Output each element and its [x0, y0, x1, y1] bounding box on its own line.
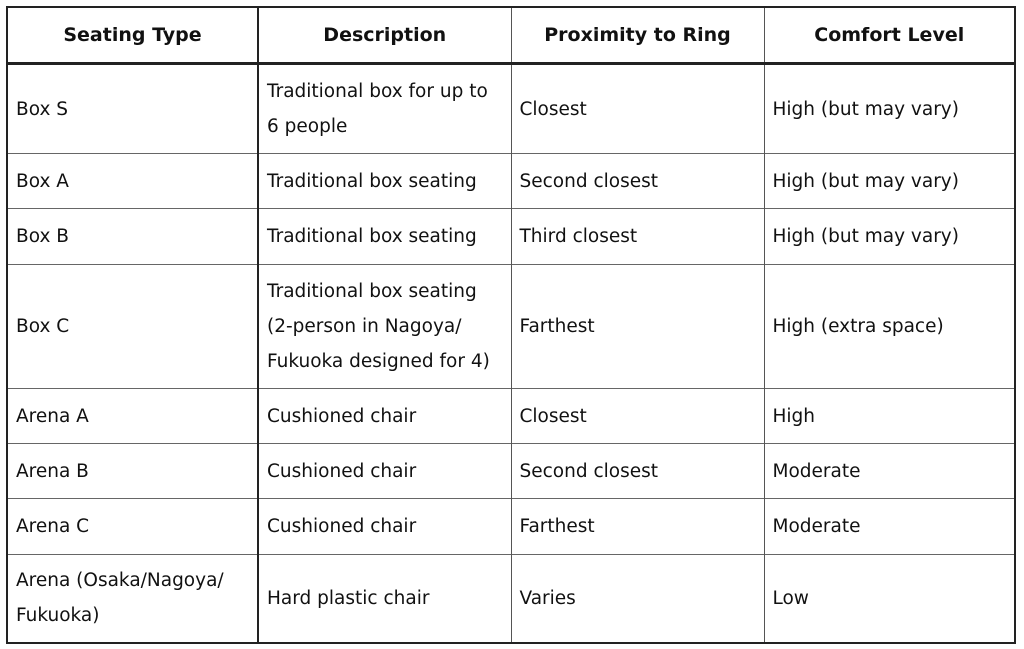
- cell-seating-type: Box S: [8, 64, 258, 154]
- cell-description: Hard plastic chair: [258, 554, 511, 642]
- cell-comfort: High (but may vary): [764, 154, 1014, 209]
- cell-proximity: Farthest: [511, 499, 764, 554]
- cell-description: Traditional box seating (2-person in Nagoya/ Fukuoka designed for 4): [258, 264, 511, 388]
- header-proximity: Proximity to Ring: [511, 8, 764, 64]
- cell-seating-type: Box B: [8, 209, 258, 264]
- table-row: [8, 444, 1014, 499]
- header-seating-type: Seating Type: [8, 8, 258, 64]
- cell-description: Cushioned chair: [258, 499, 511, 554]
- cell-proximity: Second closest: [511, 444, 764, 499]
- cell-proximity: Closest: [511, 64, 764, 154]
- table-row: [8, 264, 1014, 388]
- header-row: [8, 8, 1014, 64]
- table-row: [8, 554, 1014, 642]
- table-row: [8, 499, 1014, 554]
- cell-comfort: High (extra space): [764, 264, 1014, 388]
- cell-proximity: Varies: [511, 554, 764, 642]
- cell-seating-type: Arena B: [8, 444, 258, 499]
- header-comfort: Comfort Level: [764, 8, 1014, 64]
- table-row: [8, 154, 1014, 209]
- cell-seating-type: Arena A: [8, 389, 258, 444]
- cell-comfort: Moderate: [764, 444, 1014, 499]
- cell-comfort: Moderate: [764, 499, 1014, 554]
- cell-description: Cushioned chair: [258, 389, 511, 444]
- cell-comfort: High: [764, 389, 1014, 444]
- cell-proximity: Third closest: [511, 209, 764, 264]
- cell-description: Cushioned chair: [258, 444, 511, 499]
- cell-seating-type: Box C: [8, 264, 258, 388]
- cell-proximity: Closest: [511, 389, 764, 444]
- cell-proximity: Farthest: [511, 264, 764, 388]
- cell-seating-type: Arena C: [8, 499, 258, 554]
- cell-proximity: Second closest: [511, 154, 764, 209]
- cell-description: Traditional box seating: [258, 154, 511, 209]
- cell-description: Traditional box seating: [258, 209, 511, 264]
- table-row: [8, 389, 1014, 444]
- cell-comfort: High (but may vary): [764, 209, 1014, 264]
- cell-comfort: High (but may vary): [772, 98, 959, 120]
- table-row: [8, 209, 1014, 264]
- cell-comfort: Low: [764, 554, 1014, 642]
- seating-table: [8, 8, 1014, 642]
- cell-description: Traditional box for up to 6 people: [258, 64, 511, 154]
- table-row: [8, 64, 1014, 154]
- header-description: Description: [258, 8, 511, 64]
- cell-seating-type: Box A: [8, 154, 258, 209]
- cell-seating-type: Arena (Osaka/Nagoya/ Fukuoka): [8, 554, 258, 642]
- seating-table-container: [6, 6, 1016, 644]
